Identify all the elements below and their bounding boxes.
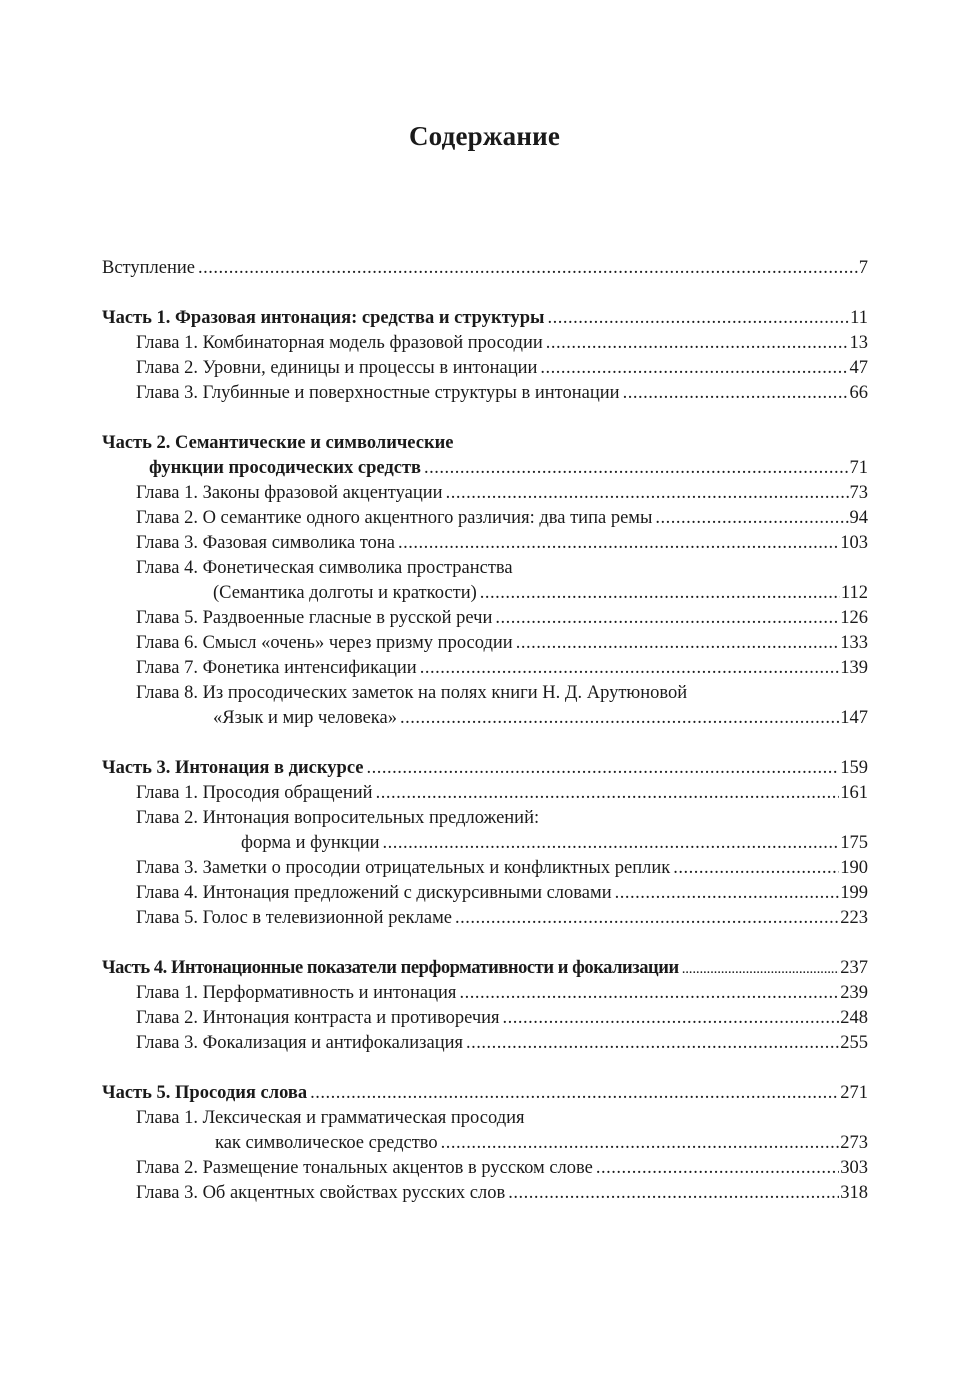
toc-part-5[interactable] [102, 1081, 868, 1106]
dot-leader [540, 356, 848, 381]
toc-chapter[interactable] [102, 1106, 868, 1131]
toc-page-number: 126 [840, 608, 868, 628]
toc-chapter-label-continued: «Язык и мир человека» [213, 708, 397, 728]
toc-chapter-label: Глава 2. Размещение тональных акцентов в русском слове [136, 1158, 593, 1178]
toc-page-number: 303 [840, 1158, 868, 1178]
toc-chapter[interactable] [102, 531, 868, 556]
toc-chapter-label: Глава 3. Заметки о просодии отрицательных и конфликтных реплик [136, 858, 671, 878]
toc-chapter[interactable] [102, 1006, 868, 1031]
toc-page-number: 147 [840, 708, 868, 728]
dot-leader [480, 581, 840, 606]
dot-leader [376, 781, 840, 806]
dot-leader [495, 606, 839, 631]
dot-leader [424, 456, 848, 481]
toc-page-number: 271 [840, 1083, 868, 1103]
dot-leader [673, 856, 839, 881]
toc-page-number: 13 [849, 333, 868, 353]
dot-leader [420, 656, 840, 681]
toc-page-number: 255 [840, 1033, 868, 1053]
dot-leader [615, 881, 840, 906]
dot-leader [383, 831, 840, 856]
toc-chapter[interactable] [102, 1031, 868, 1056]
toc-page-number: 199 [840, 883, 868, 903]
dot-leader [455, 906, 839, 931]
toc-part-title-continued: функции просодических средств [149, 458, 422, 478]
toc-chapter-label: Глава 4. Интонация предложений с дискурсивными словами [136, 883, 612, 903]
toc-chapter[interactable] [102, 631, 868, 656]
dot-leader [508, 1181, 839, 1206]
toc-chapter[interactable] [102, 881, 868, 906]
toc-chapter-continued[interactable] [102, 581, 868, 606]
toc-chapter[interactable] [102, 906, 868, 931]
toc-chapter[interactable] [102, 656, 868, 681]
toc-chapter-label: Глава 1. Перформативность и интонация [136, 983, 457, 1003]
toc-chapter-continued[interactable] [102, 831, 868, 856]
toc-page-number: 71 [849, 458, 868, 478]
toc-chapter[interactable] [102, 331, 868, 356]
dot-leader [366, 756, 839, 781]
toc-chapter-label: Глава 1. Законы фразовой акцентуации [136, 483, 443, 503]
toc-page-number: 273 [840, 1133, 868, 1153]
toc-chapter-label: Глава 3. Об акцентных свойствах русских слов [136, 1183, 506, 1203]
toc-part-title: Часть 2. Семантические и символические [102, 433, 454, 453]
toc-chapter-label: Глава 2. Интонация вопросительных предложений: [136, 808, 540, 828]
toc-page-number: 161 [840, 783, 868, 803]
toc-part-3[interactable] [102, 756, 868, 781]
dot-leader [503, 1006, 840, 1031]
toc-chapter[interactable] [102, 556, 868, 581]
dot-leader [623, 381, 849, 406]
toc-chapter-label: Глава 5. Раздвоенные гласные в русской речи [136, 608, 493, 628]
toc-page-number: 237 [840, 958, 868, 978]
toc-chapter-label-continued: как символическое средство [215, 1133, 438, 1153]
toc-chapter[interactable] [102, 1181, 868, 1206]
dot-leader [682, 957, 840, 982]
toc-page-number: 7 [858, 258, 868, 278]
toc-page-number: 94 [849, 508, 868, 528]
dot-leader [441, 1131, 840, 1156]
toc-chapter-label: Глава 2. Уровни, единицы и процессы в интонации [136, 358, 538, 378]
toc-chapter[interactable] [102, 381, 868, 406]
toc-page-number: 11 [850, 308, 868, 328]
toc-chapter-label: Глава 3. Фокализация и антифокализация [136, 1033, 464, 1053]
toc-part-4[interactable] [102, 956, 868, 981]
toc-page-number: 112 [840, 583, 868, 603]
toc-page-number: 133 [840, 633, 868, 653]
toc-chapter-label: Глава 1. Лексическая и грамматическая просодия [136, 1108, 525, 1128]
toc-chapter-label: Глава 1. Комбинаторная модель фразовой просодии [136, 333, 543, 353]
toc-page-number: 175 [840, 833, 868, 853]
dot-leader [546, 331, 849, 356]
toc-chapter-label: Глава 4. Фонетическая символика пространства [136, 558, 513, 578]
toc-page-number: 139 [840, 658, 868, 678]
dot-leader [398, 531, 839, 556]
toc-chapter-label: Глава 3. Фазовая символика тона [136, 533, 395, 553]
toc-chapter-continued[interactable] [102, 706, 868, 731]
toc-chapter[interactable] [102, 781, 868, 806]
toc-part-2-continued[interactable] [102, 456, 868, 481]
toc-chapter-label: Глава 1. Просодия обращений [136, 783, 373, 803]
dot-leader [547, 306, 849, 331]
toc-entry-label: Вступление [102, 258, 195, 278]
toc-chapter[interactable] [102, 806, 868, 831]
toc-entry-intro[interactable] [102, 256, 868, 281]
toc-part-1[interactable] [102, 306, 868, 331]
toc-page-number: 66 [849, 383, 868, 403]
toc-page-number: 248 [840, 1008, 868, 1028]
dot-leader [310, 1081, 839, 1106]
toc-chapter[interactable] [102, 606, 868, 631]
toc-chapter-label: Глава 2. Интонация контраста и противоречия [136, 1008, 500, 1028]
toc-chapter[interactable] [102, 1156, 868, 1181]
toc-page-number: 223 [840, 908, 868, 928]
toc-chapter[interactable] [102, 981, 868, 1006]
toc-chapter-label: Глава 7. Фонетика интенсификации [136, 658, 417, 678]
dot-leader [466, 1031, 839, 1056]
dot-leader [400, 706, 839, 731]
dot-leader [446, 481, 849, 506]
dot-leader [516, 631, 840, 656]
toc-page-number: 73 [849, 483, 868, 503]
toc-chapter[interactable] [102, 856, 868, 881]
toc-chapter-label: Глава 2. О семантике одного акцентного различия: два типа ремы [136, 508, 653, 528]
toc-chapter-label: Глава 3. Глубинные и поверхностные структуры в интонации [136, 383, 620, 403]
toc-chapter[interactable] [102, 481, 868, 506]
toc-part-title: Часть 1. Фразовая интонация: средства и структуры [102, 308, 545, 328]
toc-chapter-label: Глава 6. Смысл «очень» через призму просодии [136, 633, 513, 653]
dot-leader [596, 1156, 839, 1181]
toc-chapter[interactable] [102, 356, 868, 381]
toc-page-number: 159 [840, 758, 868, 778]
toc-chapter-label-continued: форма и функции [241, 833, 380, 853]
dot-leader [198, 256, 858, 281]
toc-part-2[interactable] [102, 431, 868, 456]
page-title: Содержание [408, 121, 561, 151]
toc-part-title: Часть 4. Интонационные показатели перформативности и фокализации [102, 958, 679, 978]
toc-chapter-label: Глава 8. Из просодических заметок на полях книги Н. Д. Арутюновой [136, 683, 688, 703]
toc-chapter-continued[interactable] [102, 1131, 868, 1156]
toc-chapter-label: Глава 5. Голос в телевизионной рекламе [136, 908, 453, 928]
toc-chapter[interactable] [102, 681, 868, 706]
table-of-contents [102, 256, 868, 1206]
toc-page-number: 47 [849, 358, 868, 378]
dot-leader [459, 981, 839, 1006]
toc-page-number: 190 [840, 858, 868, 878]
toc-page-number: 103 [840, 533, 868, 553]
toc-page-number: 239 [840, 983, 868, 1003]
toc-part-title: Часть 5. Просодия слова [102, 1083, 308, 1103]
dot-leader [655, 506, 848, 531]
toc-part-title: Часть 3. Интонация в дискурсе [102, 758, 364, 778]
toc-chapter-label-continued: (Семантика долготы и краткости) [213, 583, 477, 603]
toc-chapter[interactable] [102, 506, 868, 531]
toc-page-number: 318 [840, 1183, 868, 1203]
